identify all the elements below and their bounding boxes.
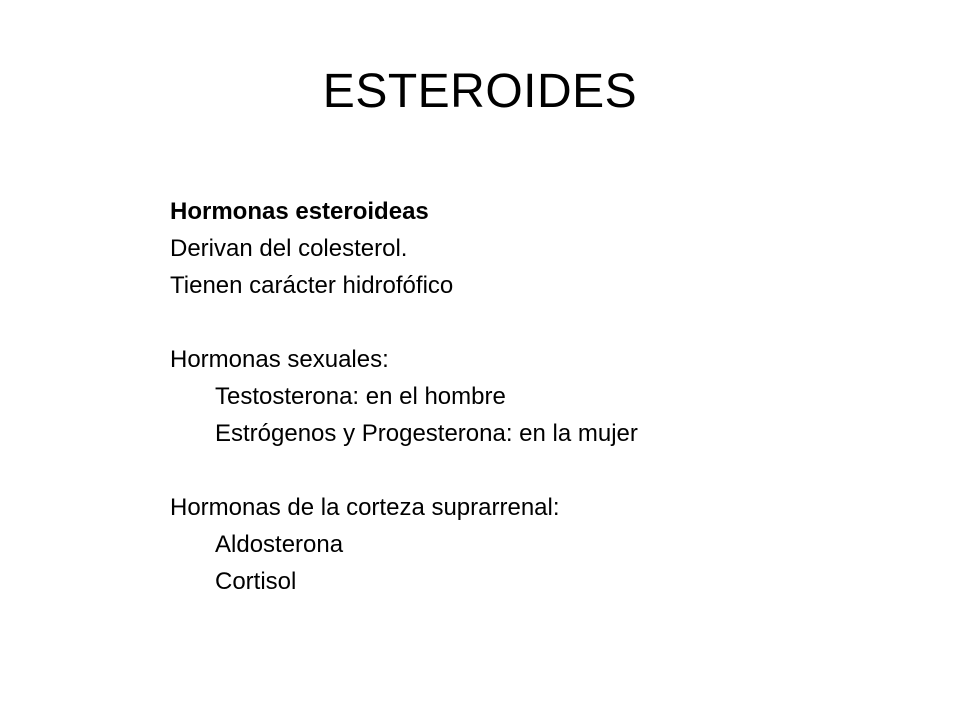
list-item-testosterone: Testosterona: en el hombre [215,383,506,410]
text-line-hydrophobic: Tienen carácter hidrofófico [170,272,454,299]
list-item-cortisol: Cortisol [215,568,297,595]
section-heading-sex-hormones: Hormonas sexuales: [170,346,389,373]
section-heading-adrenal-hormones: Hormonas de la corteza suprarrenal: [170,494,560,521]
section-heading-steroid-hormones: Hormonas esteroideas [170,198,429,225]
list-item-estrogens-progesterone: Estrógenos y Progesterona: en la mujer [215,420,638,447]
spacer [170,304,870,341]
list-item-aldosterone: Aldosterona [215,531,344,558]
slide-body [170,193,870,600]
text-line-cholesterol: Derivan del colesterol. [170,235,408,262]
slide-title: ESTEROIDES [322,65,638,118]
spacer [170,452,870,489]
